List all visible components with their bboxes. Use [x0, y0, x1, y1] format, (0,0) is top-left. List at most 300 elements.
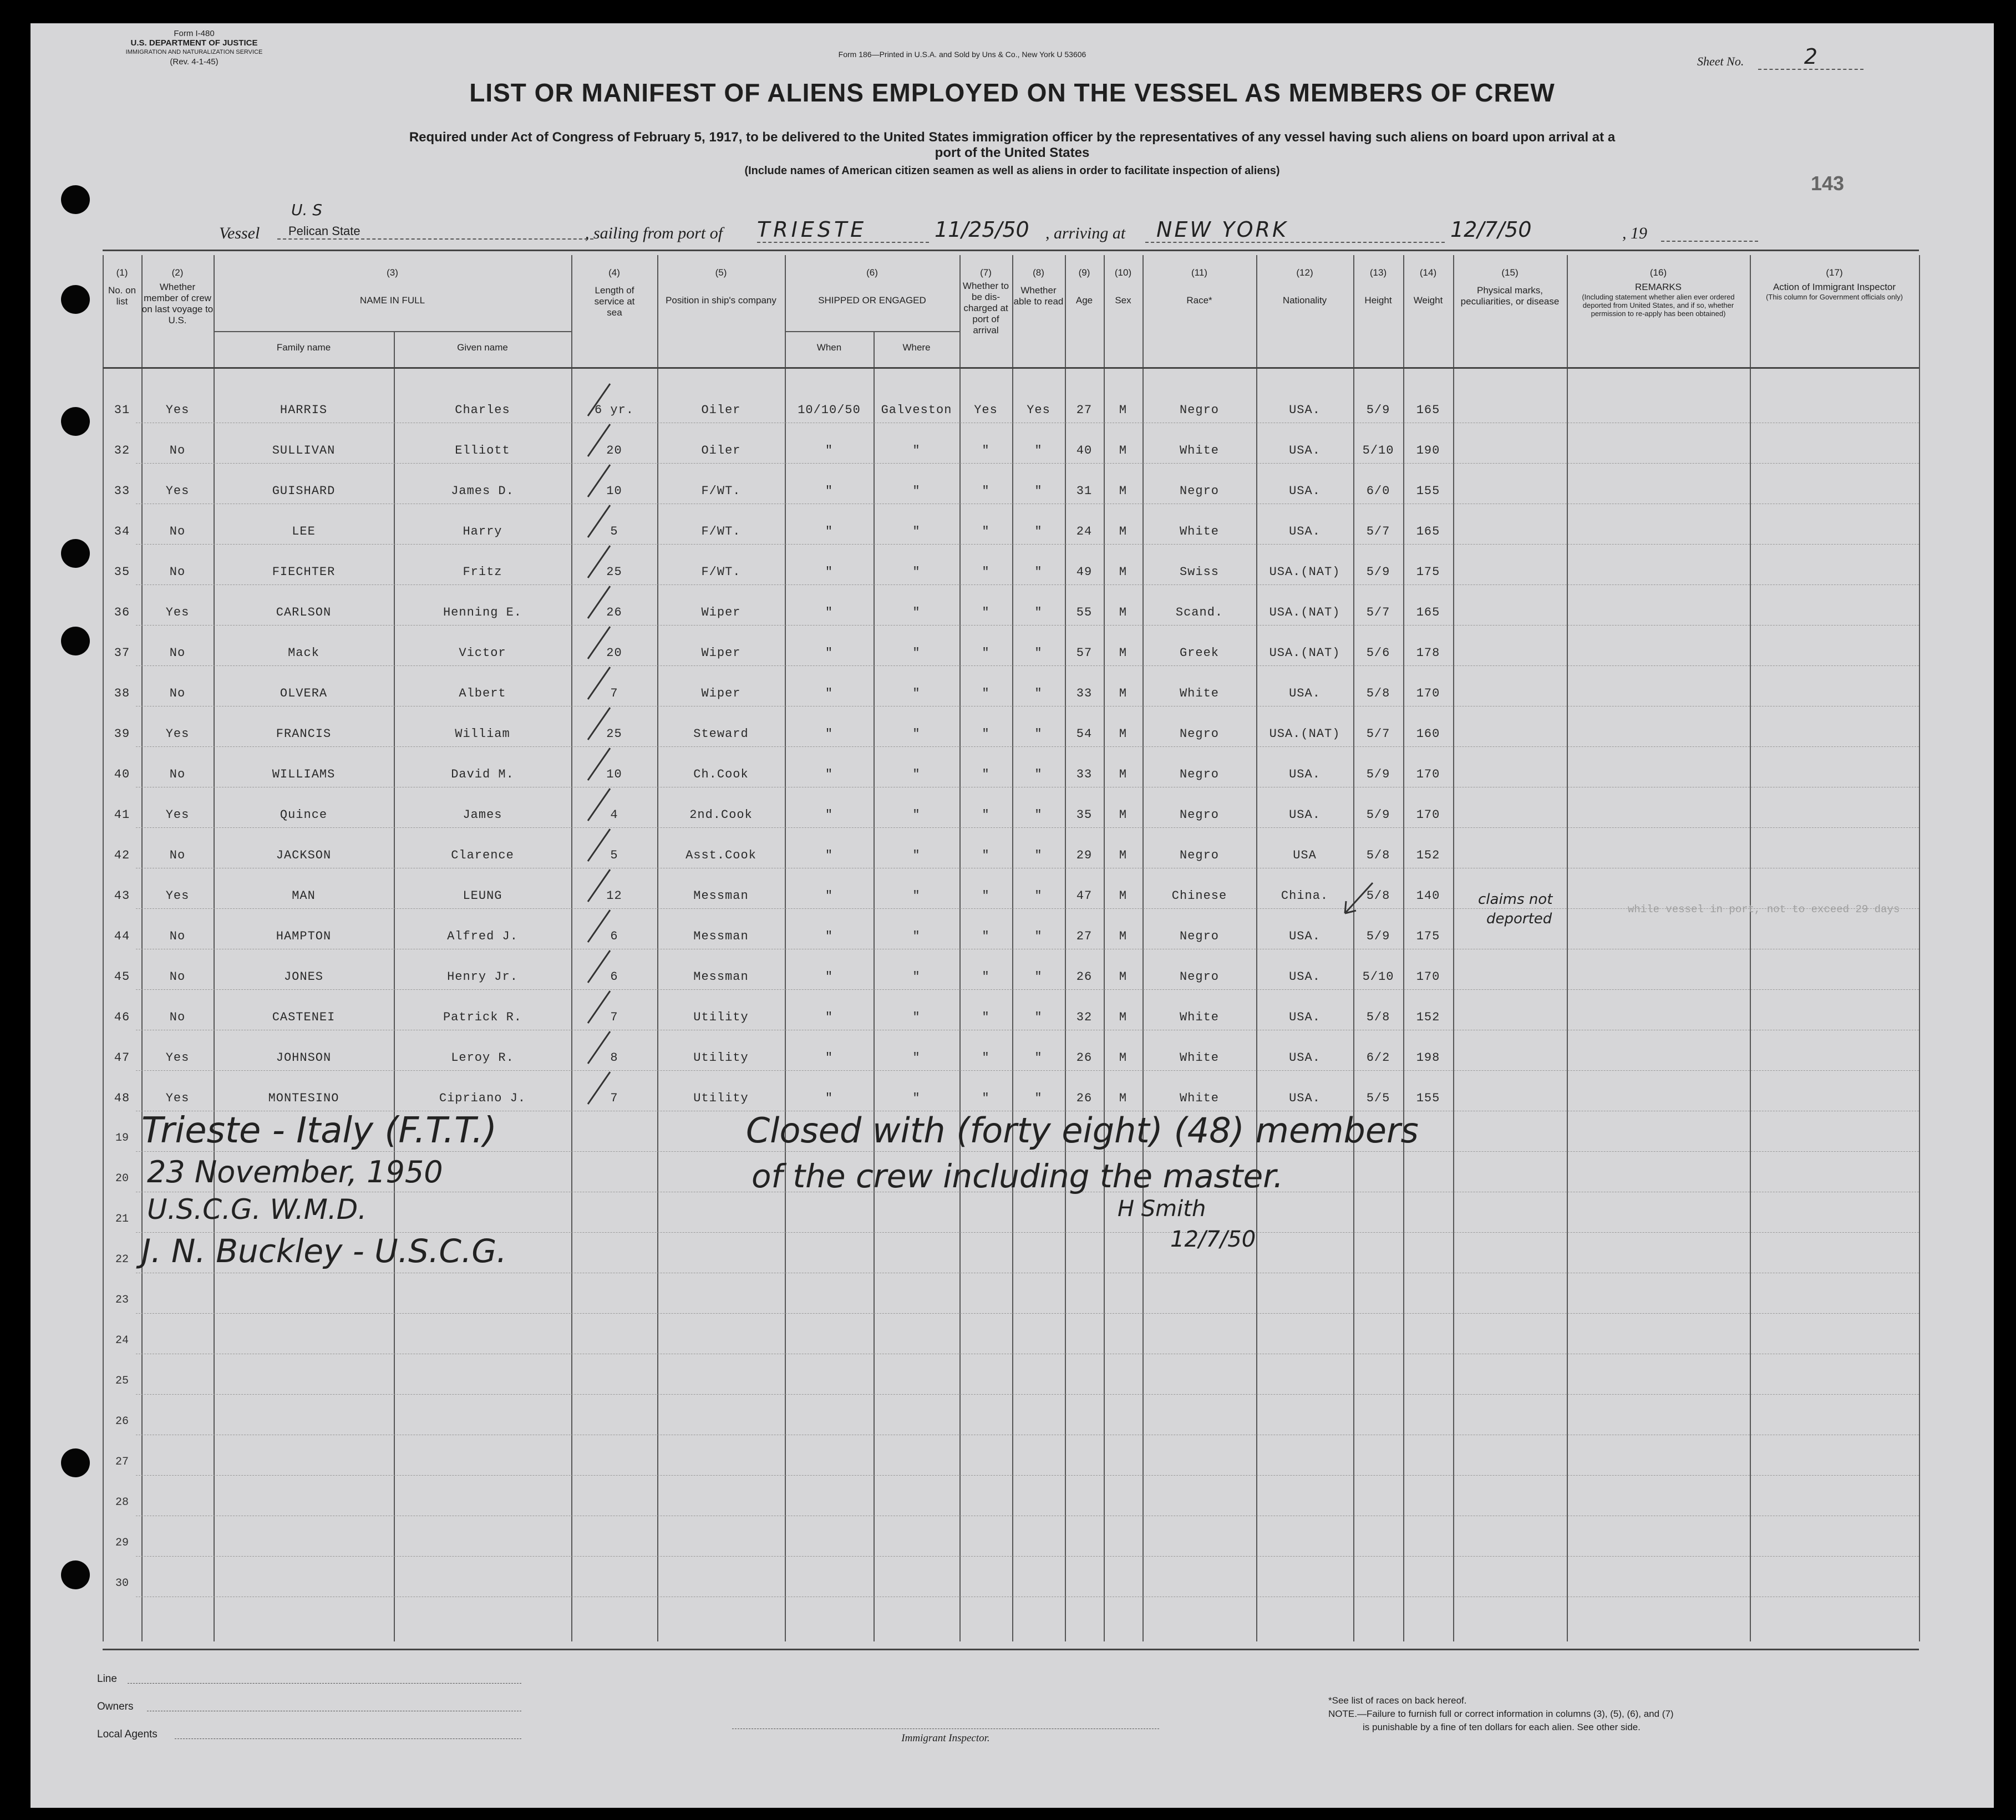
col15-label: Physical marks, peculiarities, or disease [1460, 285, 1560, 307]
cell-weight: 175 [1416, 929, 1440, 943]
cell-weight: 155 [1416, 484, 1440, 498]
cell-weight: 152 [1416, 1010, 1440, 1024]
cell-service: 5 [610, 848, 618, 862]
row-number: 34 [114, 525, 130, 538]
cell-shipped-where: " [912, 565, 921, 579]
cell-weight: 175 [1416, 565, 1440, 579]
cell-shipped-where: " [912, 929, 921, 943]
cell-shipped-when: " [825, 484, 834, 498]
cell-height: 6/2 [1366, 1051, 1390, 1065]
cell-nationality: USA. [1289, 1051, 1321, 1065]
punch-hole [61, 1448, 90, 1477]
inspector-signature: H Smith [1118, 1196, 1206, 1222]
cell-previous-voyage: No [169, 565, 186, 579]
table-row [31, 994, 1994, 1034]
cell-service: 25 [606, 565, 622, 579]
cell-race: Swiss [1179, 565, 1219, 579]
cell-discharged: " [982, 1010, 990, 1024]
cell-nationality: USA.(NAT) [1269, 565, 1340, 579]
cell-height: 6/0 [1366, 484, 1390, 498]
cell-discharged: " [982, 1051, 990, 1065]
cell-shipped-when: " [825, 929, 834, 943]
table-row [31, 953, 1994, 994]
row-rule [136, 625, 1919, 626]
row-number: 42 [114, 848, 130, 862]
check-slash [588, 1031, 610, 1064]
remark-deported: deported [1486, 911, 1552, 927]
cell-shipped-where: " [912, 606, 921, 619]
col16-label: REMARKS [1634, 282, 1682, 292]
cell-previous-voyage: Yes [165, 808, 190, 822]
cell-sex: M [1119, 525, 1128, 538]
cell-family-name: HAMPTON [276, 929, 332, 943]
cell-age: 27 [1076, 403, 1093, 417]
cell-sex: M [1119, 606, 1128, 619]
row-number: 37 [114, 646, 130, 660]
blank-row-number: 28 [115, 1496, 129, 1509]
cell-nationality: USA. [1289, 929, 1321, 943]
cell-race: White [1179, 1051, 1219, 1065]
cell-discharged: " [982, 929, 990, 943]
cell-able-to-read: " [1034, 444, 1043, 457]
col11-label: Race* [1186, 295, 1212, 306]
cell-position: Messman [693, 929, 749, 943]
cell-shipped-when: " [825, 727, 834, 741]
cell-sex: M [1119, 1091, 1128, 1105]
cell-able-to-read: " [1034, 767, 1043, 781]
cell-family-name: JOHNSON [276, 1051, 332, 1065]
cell-previous-voyage: No [169, 444, 186, 457]
sailing-port: TRIESTE [757, 217, 929, 243]
cell-family-name: JONES [283, 970, 323, 984]
cell-family-name: MONTESINO [268, 1091, 339, 1105]
cell-race: Negro [1179, 808, 1219, 822]
cell-given-name: Clarence [451, 848, 514, 862]
cell-weight: 152 [1416, 848, 1440, 862]
cell-height: 5/10 [1362, 444, 1394, 457]
cell-nationality: USA. [1289, 687, 1321, 700]
table-row [31, 832, 1994, 872]
cell-able-to-read: " [1034, 808, 1043, 822]
cell-service: 25 [606, 727, 622, 741]
punch-hole [61, 285, 90, 314]
cell-shipped-where: " [912, 808, 921, 822]
col15-header [1453, 267, 1567, 307]
cell-able-to-read: " [1034, 484, 1043, 498]
footer-agents-label: Local Agents [97, 1729, 158, 1740]
cell-shipped-where: " [912, 525, 921, 538]
col3a-header: Family name [276, 342, 331, 353]
cell-service: 6 [610, 970, 618, 984]
table-row [31, 548, 1994, 589]
cell-previous-voyage: No [169, 687, 186, 700]
cell-position: Wiper [701, 687, 741, 700]
cell-nationality: USA. [1289, 970, 1321, 984]
row-number: 47 [114, 1051, 130, 1065]
check-slash [588, 424, 610, 456]
header-subline [214, 331, 571, 332]
cell-service: 10 [606, 767, 622, 781]
col6-label: SHIPPED OR ENGAGED [818, 295, 926, 306]
arriving-port: NEW YORK [1145, 217, 1445, 243]
closing-statement: Closed with (forty eight) (48) members [746, 1110, 1419, 1151]
cell-given-name: LEUNG [463, 889, 502, 903]
cell-service: 10 [606, 484, 622, 498]
cell-shipped-where: " [912, 484, 921, 498]
col13-header [1353, 267, 1403, 306]
cell-nationality: USA. [1289, 403, 1321, 417]
cell-height: 5/9 [1366, 565, 1390, 579]
table-row [31, 751, 1994, 791]
check-slash [588, 465, 610, 497]
year-blank [1661, 241, 1758, 242]
cell-nationality: USA.(NAT) [1269, 727, 1340, 741]
check-slash [588, 505, 610, 537]
cell-shipped-when: " [825, 565, 834, 579]
cell-height: 5/7 [1366, 727, 1390, 741]
cell-age: 31 [1076, 484, 1093, 498]
cell-discharged: " [982, 525, 990, 538]
cell-position: Oiler [701, 403, 741, 417]
cell-race: Negro [1179, 970, 1219, 984]
col5-header [657, 267, 785, 306]
cell-height: 5/9 [1366, 929, 1390, 943]
sheet-label: Sheet No. [1697, 54, 1744, 68]
cell-race: Negro [1179, 848, 1219, 862]
cell-service: 8 [610, 1051, 618, 1065]
col16-note: (Including statement whether alien ever ordered deported from United States, and if so, whether permission to re-apply has been obtained) [1582, 293, 1735, 318]
cell-service: 4 [610, 808, 618, 822]
col5-number: (5) [715, 267, 727, 278]
cell-given-name: Henry Jr. [447, 970, 518, 984]
blank-row-number: 20 [115, 1172, 129, 1185]
col14-number: (14) [1419, 267, 1437, 278]
faint-remark: while vessel in port, not to exceed 29 days [1628, 903, 1900, 916]
cell-race: Negro [1179, 403, 1219, 417]
row-number: 36 [114, 606, 130, 619]
cell-position: Wiper [701, 646, 741, 660]
sailing-label: , sailing from port of [585, 224, 723, 242]
col5-label: Position in ship's company [666, 295, 776, 306]
cell-sex: M [1119, 808, 1128, 822]
row-number: 44 [114, 929, 130, 943]
punch-hole [61, 185, 90, 214]
year-label: , 19 [1622, 224, 1647, 242]
cell-weight: 170 [1416, 767, 1440, 781]
table-row [31, 670, 1994, 710]
cell-shipped-when: " [825, 767, 834, 781]
row-number: 48 [114, 1091, 130, 1105]
check-slash [588, 586, 610, 618]
blank-row-number: 22 [115, 1253, 129, 1266]
cell-weight: 178 [1416, 646, 1440, 660]
col8-label: Whether able to read [1013, 285, 1064, 307]
cell-shipped-where: " [912, 970, 921, 984]
col2-header [141, 267, 214, 326]
cell-height: 5/8 [1366, 848, 1390, 862]
cell-age: 24 [1076, 525, 1093, 538]
cell-shipped-when: " [825, 848, 834, 862]
cell-able-to-read: " [1034, 889, 1043, 903]
col4-number: (4) [608, 267, 620, 278]
stamp-number: 143 [1811, 172, 1845, 195]
cell-weight: 170 [1416, 687, 1440, 700]
cell-age: 26 [1076, 970, 1093, 984]
cell-nationality: USA [1293, 848, 1317, 862]
cell-sex: M [1119, 687, 1128, 700]
cell-given-name: Henning E. [443, 606, 522, 619]
cell-shipped-where: " [912, 1091, 921, 1105]
department: U.S. DEPARTMENT OF JUSTICE [130, 38, 258, 48]
cell-sex: M [1119, 1051, 1128, 1065]
cell-service: 5 [610, 525, 618, 538]
cell-age: 35 [1076, 808, 1093, 822]
cell-discharged: " [982, 767, 990, 781]
cell-discharged: " [982, 565, 990, 579]
form-header-block [111, 29, 277, 67]
cell-sex: M [1119, 929, 1128, 943]
closing-date: 23 November, 1950 [147, 1155, 443, 1189]
row-rule [136, 1070, 1919, 1071]
cell-discharged: " [982, 484, 990, 498]
col11-header [1142, 267, 1256, 306]
col14-header [1403, 267, 1453, 306]
blank-row-number: 21 [115, 1213, 129, 1226]
blank-row-number: 27 [115, 1456, 129, 1468]
cell-race: White [1179, 444, 1219, 457]
col14-label: Weight [1413, 295, 1443, 306]
table-row [31, 467, 1994, 508]
table-row [31, 589, 1994, 629]
cell-family-name: MAN [292, 889, 316, 903]
cell-race: Negro [1179, 767, 1219, 781]
cell-able-to-read: " [1034, 848, 1043, 862]
blank-row-number: 29 [115, 1537, 129, 1549]
col6b-header: Where [902, 342, 931, 353]
cell-able-to-read: " [1034, 646, 1043, 660]
footer-inspector-label: Immigrant Inspector. [901, 1732, 990, 1744]
row-rule [136, 584, 1919, 585]
cell-able-to-read: " [1034, 565, 1043, 579]
col1-label: No. on list [108, 285, 136, 307]
col15-number: (15) [1501, 267, 1519, 278]
closing-port: Trieste - Italy (F.T.T.) [141, 1110, 497, 1151]
col16-number: (16) [1649, 267, 1667, 278]
check-slash [588, 870, 610, 902]
col7-header [959, 267, 1012, 336]
col11-number: (11) [1191, 267, 1207, 278]
cell-age: 40 [1076, 444, 1093, 457]
col1-number: (1) [116, 267, 128, 278]
cell-age: 33 [1076, 767, 1093, 781]
row-rule [136, 1151, 1919, 1152]
cell-age: 47 [1076, 889, 1093, 903]
cell-position: Ch.Cook [693, 767, 749, 781]
row-rule [136, 1313, 1919, 1314]
cell-previous-voyage: Yes [165, 606, 190, 619]
punch-hole [61, 407, 90, 436]
col4-label: Length of service at sea [594, 285, 635, 318]
col7-number: (7) [980, 267, 992, 278]
cell-family-name: FRANCIS [276, 727, 332, 741]
cell-given-name: Albert [459, 687, 506, 700]
row-number: 45 [114, 970, 130, 984]
cell-sex: M [1119, 848, 1128, 862]
col8-number: (8) [1033, 267, 1044, 278]
check-marks [563, 378, 629, 1155]
cell-sex: M [1119, 1010, 1128, 1024]
cell-shipped-where: " [912, 687, 921, 700]
col6a-header: When [816, 342, 842, 353]
row-rule [136, 544, 1919, 545]
cell-race: White [1179, 687, 1219, 700]
cell-service: 7 [610, 1091, 618, 1105]
cell-given-name: James [463, 808, 502, 822]
cell-given-name: Harry [463, 525, 502, 538]
cell-previous-voyage: Yes [165, 727, 190, 741]
cell-service: 6 [610, 929, 618, 943]
cell-age: 29 [1076, 848, 1093, 862]
cell-shipped-when: 10/10/50 [798, 403, 861, 417]
cell-shipped-where: Galveston [881, 403, 952, 417]
vessel-line [31, 190, 1994, 240]
col17-header [1750, 267, 1919, 301]
cell-height: 5/9 [1366, 403, 1390, 417]
blank-row-number: 24 [115, 1334, 129, 1347]
cell-service: 20 [606, 444, 622, 457]
check-slash [588, 1072, 610, 1104]
table-row [31, 629, 1994, 670]
check-slash [588, 667, 610, 699]
row-rule [136, 1475, 1919, 1476]
cell-shipped-when: " [825, 687, 834, 700]
cell-service: 12 [606, 889, 622, 903]
table-row [31, 1034, 1994, 1075]
vessel-name: Pelican State [277, 224, 593, 240]
cell-shipped-where: " [912, 848, 921, 862]
vessel-label: Vessel [219, 224, 260, 242]
row-number: 40 [114, 767, 130, 781]
footer-line-label: Line [97, 1673, 117, 1685]
check-slash [588, 546, 610, 578]
cell-position: Messman [693, 970, 749, 984]
cell-age: 26 [1076, 1091, 1093, 1105]
cell-discharged: " [982, 1091, 990, 1105]
cell-weight: 140 [1416, 889, 1440, 903]
row-rule [136, 1394, 1919, 1395]
col4-header [571, 267, 657, 318]
cell-discharged: " [982, 808, 990, 822]
cell-family-name: SULLIVAN [272, 444, 336, 457]
cell-able-to-read: " [1034, 970, 1043, 984]
cell-nationality: USA. [1289, 1010, 1321, 1024]
cell-service: 26 [606, 606, 622, 619]
col17-label: Action of Immigrant Inspector [1773, 282, 1896, 292]
cell-nationality: USA. [1289, 1091, 1321, 1105]
cell-age: 54 [1076, 727, 1093, 741]
service: IMMIGRATION AND NATURALIZATION SERVICE [125, 49, 263, 55]
cell-previous-voyage: No [169, 970, 186, 984]
check-arrow-icon [1334, 880, 1378, 919]
cell-previous-voyage: Yes [165, 889, 190, 903]
cell-shipped-when: " [825, 970, 834, 984]
cell-weight: 160 [1416, 727, 1440, 741]
cell-shipped-where: " [912, 889, 921, 903]
footer-owners-label: Owners [97, 1701, 134, 1712]
row-number: 39 [114, 727, 130, 741]
form-id: Form I-480 [174, 29, 215, 38]
cell-able-to-read: " [1034, 929, 1043, 943]
cell-previous-voyage: Yes [165, 484, 190, 498]
cell-position: F/WT. [701, 484, 741, 498]
cell-sex: M [1119, 646, 1128, 660]
cell-family-name: WILLIAMS [272, 767, 336, 781]
cell-discharged: " [982, 687, 990, 700]
cell-family-name: LEE [292, 525, 316, 538]
col17-number: (17) [1826, 267, 1843, 278]
inspector-sign-date: 12/7/50 [1170, 1227, 1256, 1252]
cell-sex: M [1119, 767, 1128, 781]
col3-header [214, 267, 571, 306]
footer-note-2: NOTE.—Failure to furnish full or correct information in columns (3), (5), (6), and (7) [1328, 1709, 1674, 1719]
cell-race: White [1179, 1091, 1219, 1105]
row-rule [136, 746, 1919, 747]
cell-nationality: USA.(NAT) [1269, 646, 1340, 660]
row-rule [136, 665, 1919, 666]
check-slash [588, 708, 610, 740]
cell-position: Messman [693, 889, 749, 903]
col2-label: Whether member of crew on last voyage to U.S. [141, 282, 214, 326]
punch-hole [61, 627, 90, 655]
cell-given-name: Fritz [463, 565, 502, 579]
col2-number: (2) [171, 267, 184, 278]
table-row [31, 791, 1994, 832]
check-slash [588, 627, 610, 659]
cell-sex: M [1119, 889, 1128, 903]
cell-position: Utility [693, 1091, 749, 1105]
cell-height: 5/8 [1366, 1010, 1390, 1024]
col1-header [103, 267, 141, 307]
cell-previous-voyage: No [169, 525, 186, 538]
row-number: 35 [114, 565, 130, 579]
row-rule [136, 463, 1919, 464]
cell-age: 57 [1076, 646, 1093, 660]
col9-header [1065, 267, 1104, 306]
cell-previous-voyage: Yes [165, 1091, 190, 1105]
remark-claims: claims not [1478, 891, 1553, 908]
closing-signature: J. N. Buckley - U.S.C.G. [141, 1232, 507, 1270]
cell-given-name: David M. [451, 767, 514, 781]
cell-sex: M [1119, 565, 1128, 579]
cell-race: Greek [1179, 646, 1219, 660]
cell-position: Wiper [701, 606, 741, 619]
subtitle-block [114, 130, 1911, 179]
cell-height: 5/7 [1366, 525, 1390, 538]
cell-able-to-read: " [1034, 606, 1043, 619]
cell-given-name: Leroy R. [451, 1051, 514, 1065]
cell-family-name: HARRIS [280, 403, 328, 417]
table-row [31, 1075, 1994, 1115]
cell-shipped-when: " [825, 1051, 834, 1065]
cell-race: Negro [1179, 727, 1219, 741]
cell-height: 5/7 [1366, 606, 1390, 619]
row-number: 41 [114, 808, 130, 822]
cell-sex: M [1119, 727, 1128, 741]
cell-race: White [1179, 1010, 1219, 1024]
revision: (Rev. 4-1-45) [170, 57, 219, 67]
cell-height: 5/9 [1366, 767, 1390, 781]
col16-header [1567, 267, 1750, 318]
